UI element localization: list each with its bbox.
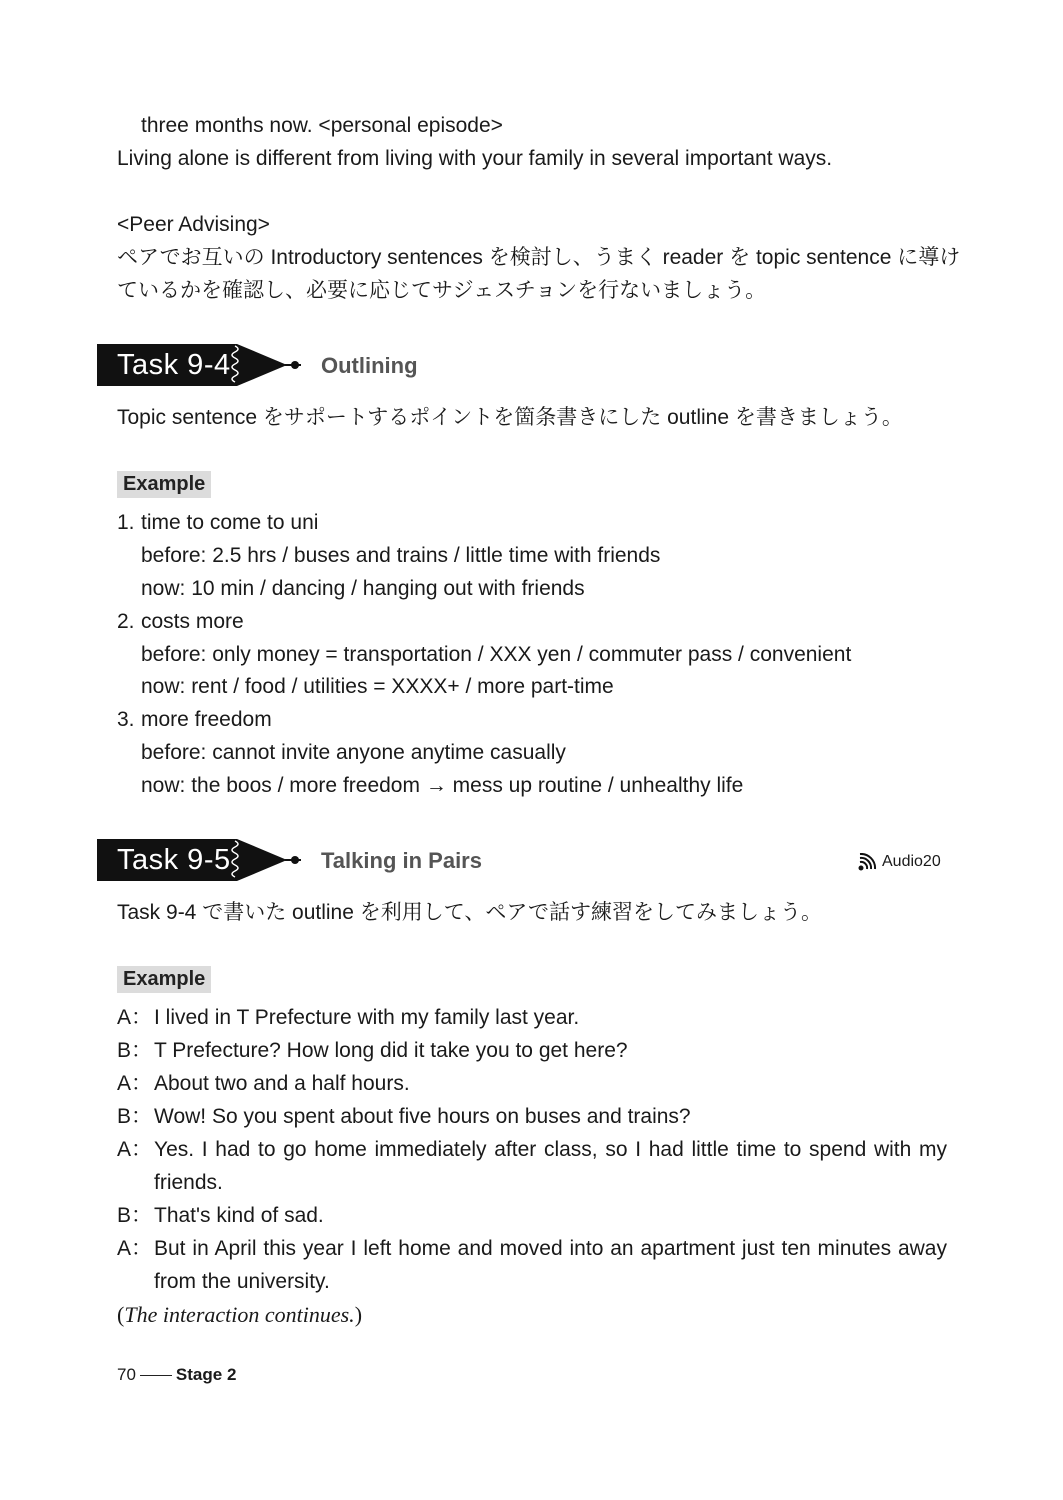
audio-icon [858,853,878,871]
dialogue-text: T Prefecture? How long did it take you to get here? [154,1039,628,1062]
task-label: Task 9-5 [117,844,231,876]
dialogue-speaker: A： [117,1138,153,1161]
list-item-number: 1. [117,511,135,534]
dialogue-text: Yes. I had to go home immediately after class, so I had little time to spend with my friends. [154,1138,947,1194]
dialogue-speaker: A： [117,1237,153,1260]
dialogue-line [117,1133,947,1199]
task-9-4-banner [97,344,309,386]
peer-advising-heading: <Peer Advising> [117,213,270,236]
list-item-number: 2. [117,610,135,633]
dialogue-line [117,1199,947,1232]
dialogue-speaker: A： [117,1072,153,1095]
intro-line-2: Living alone is different from living with your family in several important ways. [117,147,833,170]
intro-line-1: three months now. <personal episode> [141,114,503,137]
peer-advising-line-1: ペアでお互いの Introductory sentences を検討し、うまく reader を topic sentence に導け [117,246,961,269]
list-item-before: before: 2.5 hrs / buses and trains / little time with friends [141,544,661,567]
dialogue-speaker: B： [117,1204,153,1227]
list-item-head: costs more [141,610,244,633]
dialogue-speaker: B： [117,1105,153,1128]
task-label: Task 9-4 [117,349,231,381]
audio-label: Audio20 [882,853,941,870]
dialogue-line [117,1001,947,1034]
list-item-head: more freedom [141,708,272,731]
dialogue-line [117,1100,947,1133]
list-item-before: before: only money = transportation / XXX yen / commuter pass / convenient [141,643,852,666]
task-9-4-instruction: Topic sentence をサポートするポイントを箇条書きにした outline を書きましょう。 [117,406,903,429]
dialogue-line [117,1067,947,1100]
task-9-5-instruction: Task 9-4 で書いた outline を利用して、ペアで話す練習をしてみましょう。 [117,901,822,924]
example-badge: Example [117,966,211,993]
interaction-continues-note: (The interaction continues.) [117,1302,363,1327]
dialogue-text: About two and a half hours. [154,1072,410,1095]
interaction-continues-text: The interaction continues. [124,1302,355,1327]
dialogue-line [117,1232,947,1298]
stage-label: Stage 2 [175,1365,237,1384]
list-item-number: 3. [117,708,135,731]
dialogue-line [117,1034,947,1067]
page-number: 70 [117,1365,136,1384]
footer-rule [140,1375,172,1376]
list-item-head: time to come to uni [141,511,319,534]
task-9-5-banner [97,839,309,881]
dialogue-text: But in April this year I left home and moved into an apartment just ten minutes away from the university. [154,1237,947,1293]
dialogue-text: I lived in T Prefecture with my family last year. [154,1006,580,1029]
dialogue-text: Wow! So you spent about five hours on buses and trains? [154,1105,691,1128]
audio-track-label[interactable] [858,850,941,874]
dialogue-speaker: B： [117,1039,153,1062]
peer-advising-line-2: ているかを確認し、必要に応じてサジェスチョンを行ないましょう。 [117,279,767,302]
dialogue-text: That's kind of sad. [154,1204,324,1227]
list-item-now: now: rent / food / utilities = XXXX+ / more part-time [141,675,614,698]
example-badge: Example [117,471,211,498]
task-9-4-title: Outlining [321,353,418,378]
page-footer [117,1363,236,1387]
list-item-now: now: the boos / more freedom → mess up routine / unhealthy life [141,774,744,797]
task-9-5-title: Talking in Pairs [321,848,482,873]
dialogue-speaker: A： [117,1006,153,1029]
list-item-now: now: 10 min / dancing / hanging out with friends [141,577,585,600]
list-item-before: before: cannot invite anyone anytime casually [141,741,566,764]
